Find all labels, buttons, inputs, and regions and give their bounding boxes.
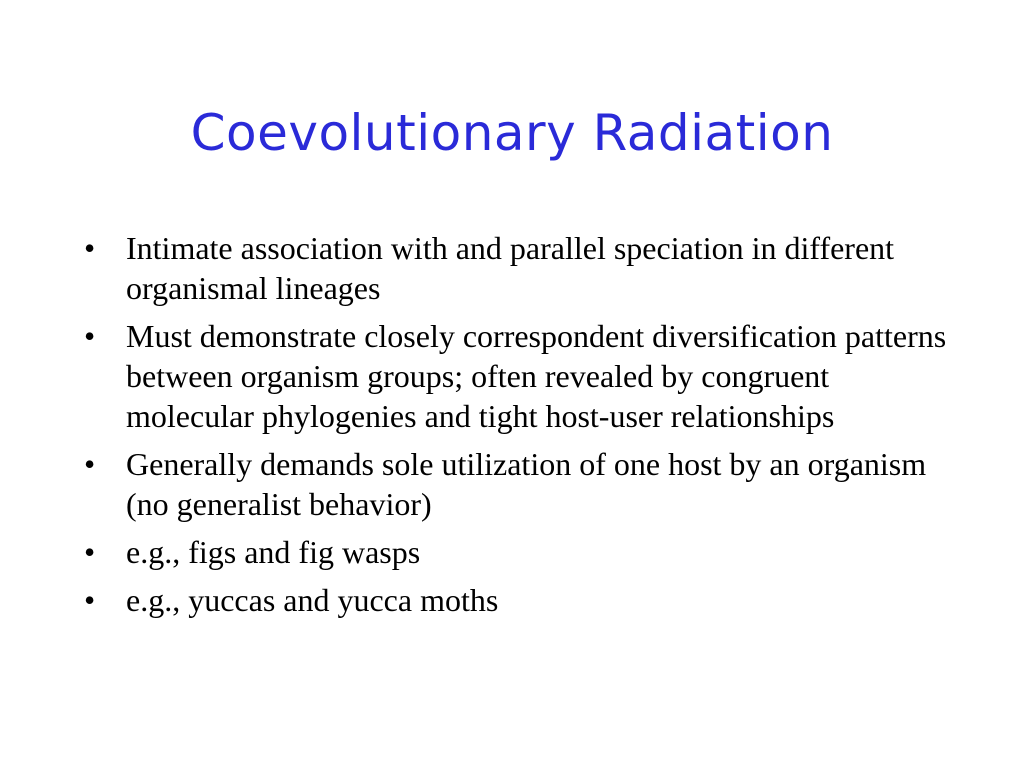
bullet-item bbox=[84, 580, 964, 620]
bullet-item bbox=[84, 228, 964, 308]
bullet-icon: • bbox=[84, 318, 96, 354]
bullet-icon: • bbox=[84, 446, 96, 482]
bullet-text: e.g., yuccas and yucca moths bbox=[126, 582, 499, 618]
bullet-item bbox=[84, 444, 964, 524]
bullet-list bbox=[84, 228, 964, 628]
bullet-icon: • bbox=[84, 534, 96, 570]
bullet-text: Generally demands sole utilization of one host by an organism (no generalist behavior) bbox=[126, 446, 927, 522]
bullet-text: e.g., figs and fig wasps bbox=[126, 534, 421, 570]
bullet-text: Must demonstrate closely correspondent diversification patterns between organism groups; often revealed by congruent molecular phylogenies and tight host-user relationships bbox=[126, 318, 947, 434]
bullet-item bbox=[84, 532, 964, 572]
bullet-item bbox=[84, 316, 964, 436]
bullet-icon: • bbox=[84, 230, 96, 266]
bullet-text: Intimate association with and parallel speciation in different organismal lineages bbox=[126, 230, 895, 306]
slide-title: Coevolutionary Radiation bbox=[190, 104, 834, 162]
bullet-icon: • bbox=[84, 582, 96, 618]
